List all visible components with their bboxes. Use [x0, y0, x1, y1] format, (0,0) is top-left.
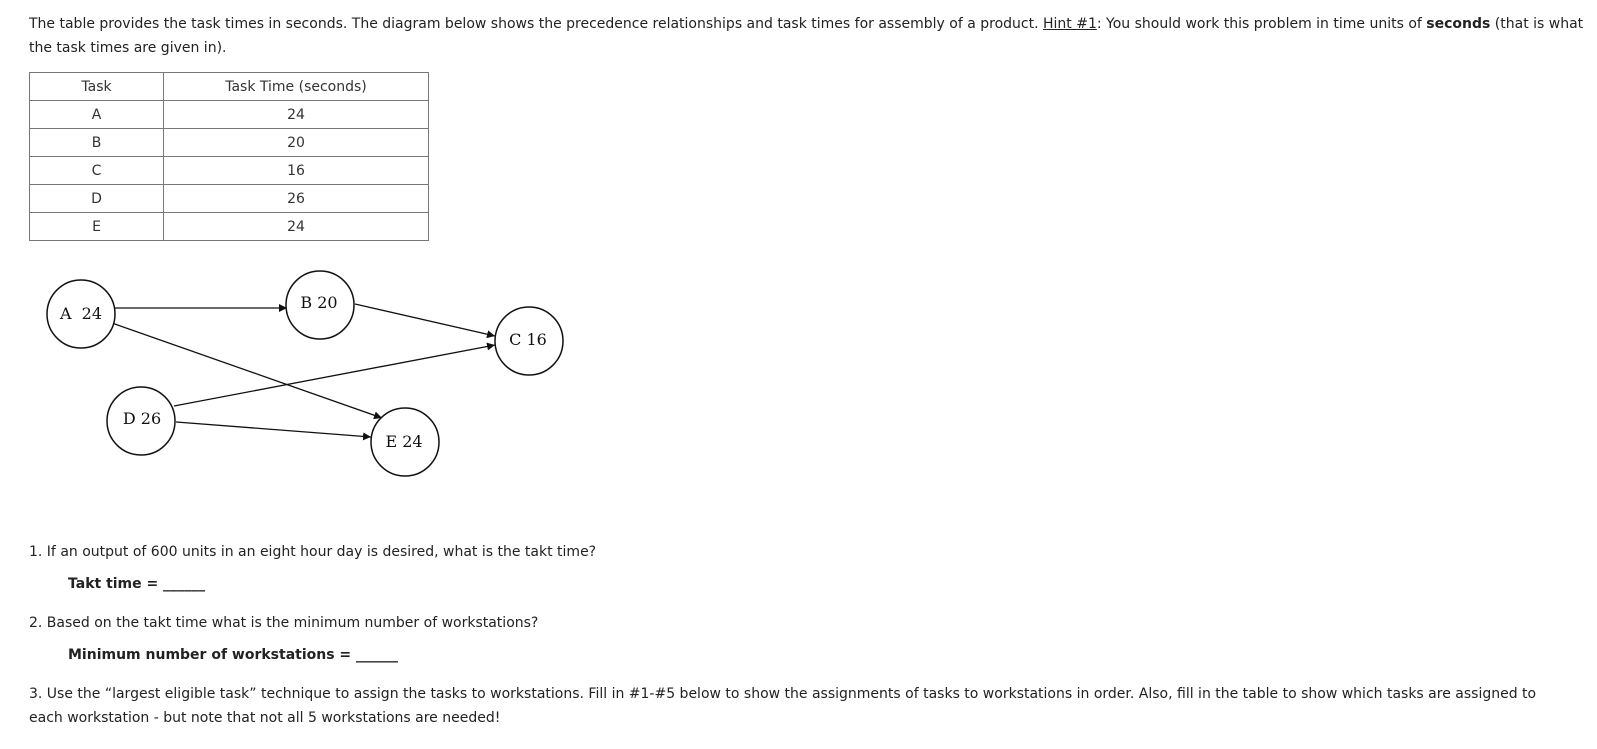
table-header-row	[30, 73, 429, 101]
task-cell: A	[30, 101, 164, 129]
intro-text	[29, 12, 1589, 60]
table-row	[30, 185, 429, 213]
node-e	[371, 408, 439, 476]
task-cell: B	[30, 129, 164, 157]
node-b	[286, 271, 354, 339]
task-time-table	[29, 72, 429, 241]
header-task-time: Task Time (seconds)	[164, 73, 429, 101]
node-e-label: E 24	[385, 432, 423, 451]
node-b-label: B 20	[300, 293, 338, 312]
hint-link: Hint #1	[1043, 16, 1097, 32]
node-d	[107, 387, 175, 455]
question-3: 3. Use the “largest eligible task” technique to assign the tasks to workstations. Fill in #1-#5 below to show the assignments of tasks to workstations in order. Also, fill in the table to show which tasks are assigned to each workstation - but note that not all 5 workstations are needed!	[29, 686, 1537, 726]
edge-d-c	[174, 345, 495, 406]
question-2: 2. Based on the takt time what is the minimum number of workstations?	[29, 615, 539, 631]
intro-paragraph	[29, 12, 1589, 60]
node-a	[47, 280, 115, 348]
intro-part1: The table provides the task times in seconds. The diagram below shows the precedence relationships and task times for assembly of a product.	[29, 16, 1043, 32]
intro-part2: : You should work this problem in time units of	[1096, 16, 1427, 32]
table-row	[30, 101, 429, 129]
node-a-label: A 24	[59, 304, 103, 323]
answer-2-min-workstations: Minimum number of workstations = ______	[68, 647, 399, 663]
precedence-diagram	[0, 255, 620, 495]
intro-part3: (that is what the task times are given in).	[29, 16, 1584, 56]
node-d-label: D 26	[122, 409, 162, 428]
time-cell: 26	[164, 185, 429, 213]
table-row	[30, 129, 429, 157]
node-c-label: C 16	[509, 330, 547, 349]
time-cell: 20	[164, 129, 429, 157]
task-cell: E	[30, 213, 164, 241]
edge-d-e	[176, 422, 371, 437]
question-1: 1. If an output of 600 units in an eight hour day is desired, what is the takt time?	[29, 544, 597, 560]
task-cell: C	[30, 157, 164, 185]
task-cell: D	[30, 185, 164, 213]
answer-1-takt-time: Takt time = ______	[68, 576, 206, 592]
edge-b-c	[355, 304, 495, 336]
header-task: Task	[30, 73, 164, 101]
time-cell: 24	[164, 101, 429, 129]
table-row	[30, 157, 429, 185]
node-c	[495, 307, 563, 375]
intro-bold-word: seconds	[1426, 16, 1491, 32]
time-cell: 24	[164, 213, 429, 241]
time-cell: 16	[164, 157, 429, 185]
table-row	[30, 213, 429, 241]
